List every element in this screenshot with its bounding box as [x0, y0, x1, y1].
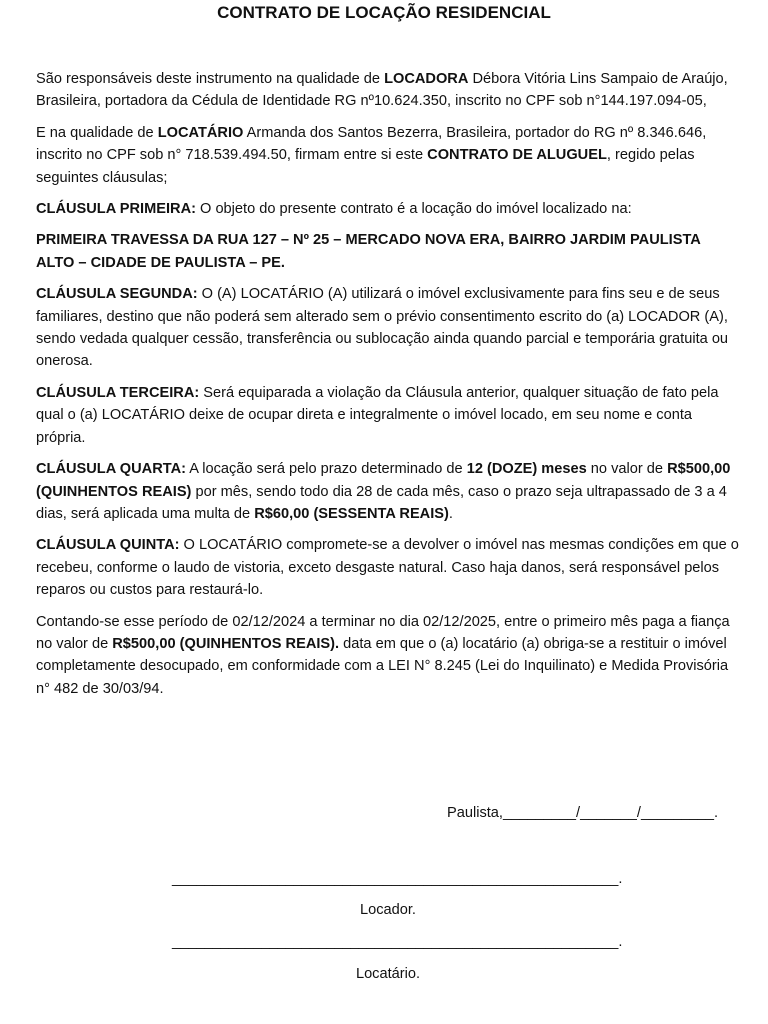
text: data em que o (a) locatário (a) obriga-se a restituir o imóvel completamente desocupado, em conformidade com a LEI N° 8.245 (Lei do Inquilinato) e Medida Provisória n° 482 de 30/03/94.	[36, 635, 729, 697]
bold-text: R$500,00 (QUINHENTOS REAIS)	[36, 461, 731, 500]
text: .	[448, 505, 453, 522]
signature-line-locatario: _______________________________________________________.	[172, 934, 623, 950]
bold-text: LOCADORA	[384, 71, 469, 87]
clause-label: CLÁUSULA SEGUNDA:	[36, 286, 198, 303]
clause-label: CLÁUSULA QUINTA:	[36, 537, 180, 554]
text: A locação será pelo prazo determinado de	[185, 461, 467, 478]
signature-label-locador: Locador.	[360, 902, 416, 918]
document-title: CONTRATO DE LOCAÇÃO RESIDENCIAL	[217, 3, 551, 22]
paragraph-locatario	[36, 122, 740, 189]
closing-paragraph	[36, 611, 740, 701]
text: Contando-se esse período de 02/12/2024 a terminar no dia 02/12/2025, entre o primeiro mês paga a fiança no valor de	[36, 613, 730, 652]
bold-text: CONTRATO DE ALUGUEL	[427, 147, 607, 164]
clause-primeira	[36, 198, 740, 220]
bold-text: R$60,00 (SESSENTA REAIS)	[254, 505, 449, 522]
clause-label: CLÁUSULA PRIMEIRA:	[36, 201, 196, 218]
text: por mês, sendo todo dia 28 de cada mês, caso o prazo seja ultrapassado de 3 a 4 dias, será aplicada uma multa de	[36, 483, 727, 522]
clause-quarta	[36, 458, 740, 525]
bold-text: LOCATÁRIO	[157, 124, 244, 141]
address	[36, 229, 740, 274]
clause-label: CLÁUSULA QUARTA:	[36, 461, 186, 478]
clause-segunda	[36, 283, 740, 373]
text: E na qualidade de	[36, 124, 158, 141]
clause-text: O (A) LOCATÁRIO (A) utilizará o imóvel exclusivamente para fins seu e de seus familiares, destino que não poderá sem alterado sem o prévio consentimento escrito do (a) LOCADOR (A), sendo vedada qualquer cessão, transferência ou sublocação ainda quando parcial e temporária gratuita ou onerosa.	[36, 286, 729, 370]
bold-text: 12 (DOZE) meses	[466, 461, 587, 478]
text: Débora Vitória Lins Sampaio de Araújo, Brasileira, portadora da Cédula de Identidade RG nº10.624.350, inscrito no CPF sob n°144.197.094-05,	[36, 71, 728, 110]
signature-line-locador: _______________________________________________________.	[172, 871, 623, 887]
document-body	[36, 68, 740, 709]
text: no valor de	[586, 461, 668, 478]
address-text: PRIMEIRA TRAVESSA DA RUA 127 – Nº 25 – MERCADO NOVA ERA, BAIRRO JARDIM PAULISTA ALTO – CIDADE DE PAULISTA – PE.	[36, 232, 701, 271]
clause-text: O objeto do presente contrato é a locação do imóvel localizado na:	[195, 201, 632, 218]
clause-quinta	[36, 534, 740, 601]
clause-label: CLÁUSULA TERCEIRA:	[36, 384, 200, 401]
text: Armanda dos Santos Bezerra, Brasileira, portador do RG nº 8.346.646, inscrito no CPF sob n° 718.539.494.50, firmam entre si este	[36, 124, 707, 164]
signature-date-line: Paulista,_________/_______/_________.	[447, 805, 719, 821]
bold-text: R$500,00 (QUINHENTOS REAIS).	[112, 635, 340, 652]
clause-text: Será equiparada a violação da Cláusula anterior, qualquer situação de fato pela qual o (a) LOCATÁRIO deixe de ocupar direta e integralmente o imóvel locado, em seu nome e conta própria.	[36, 384, 719, 446]
signature-label-locatario: Locatário.	[355, 966, 421, 982]
clause-terceira	[36, 382, 740, 449]
text: São responsáveis deste instrumento na qualidade de	[36, 71, 385, 87]
text: , regido pelas seguintes cláusulas;	[36, 147, 695, 186]
paragraph-locadora	[36, 68, 740, 113]
clause-text: O LOCATÁRIO compromete-se a devolver o imóvel nas mesmas condições em que o recebeu, conforme o laudo de vistoria, exceto desgaste natural. Caso haja danos, será responsável pelos reparos ou custos para restaurá-lo.	[36, 537, 739, 599]
